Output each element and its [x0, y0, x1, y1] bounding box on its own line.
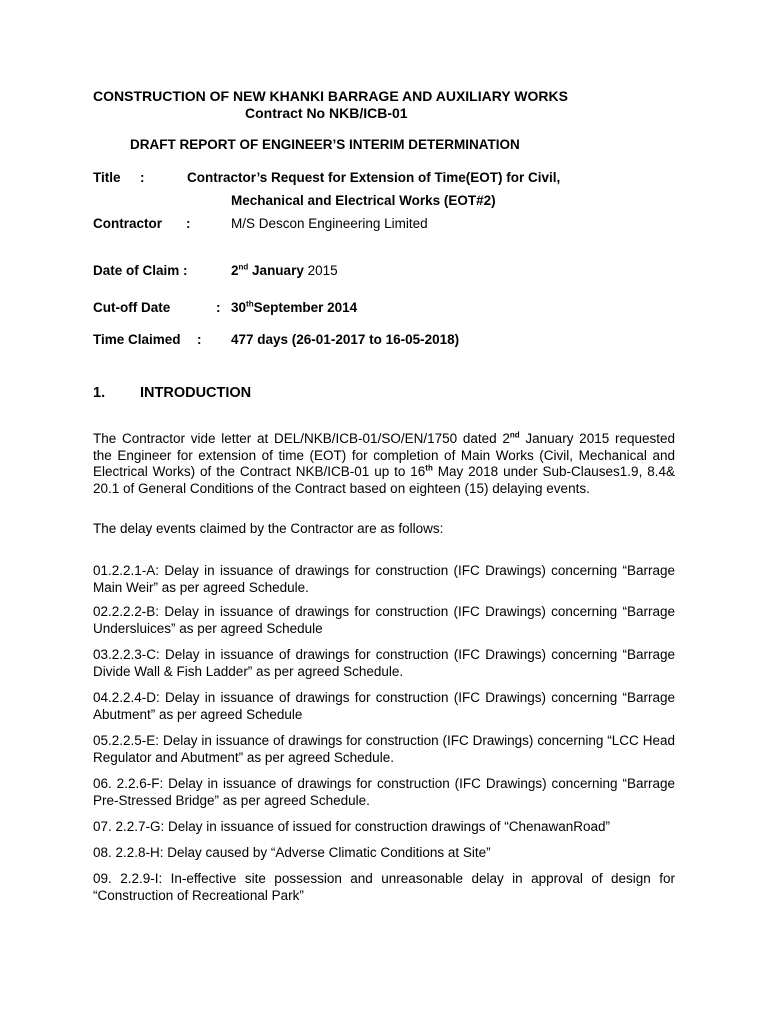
date-of-claim-value	[231, 263, 338, 279]
section-number: 1.	[93, 385, 106, 401]
report-title: DRAFT REPORT OF ENGINEER’S INTERIM DETERMINATION	[130, 137, 520, 152]
intro-sup-2: th	[425, 463, 433, 473]
cutoff-value	[231, 300, 357, 316]
list-item: 08. 2.2.8-H: Delay caused by “Adverse Climatic Conditions at Site”	[93, 845, 491, 860]
time-claimed-label: Time Claimed	[93, 332, 181, 347]
intro-text-c: May 2018 under Sub-Clauses1.9, 8.4& 20.1 of General Conditions of the Contract based on eighteen (15) delaying events.	[93, 464, 675, 496]
cutoff-label: Cut-off Date	[93, 300, 171, 315]
date-of-claim-month: January	[248, 263, 304, 278]
date-of-claim-year: 2015	[303, 263, 338, 278]
date-of-claim-day: 2	[231, 263, 239, 278]
cutoff-suffix: th	[246, 299, 254, 309]
events-intro: The delay events claimed by the Contractor are as follows:	[93, 521, 444, 536]
cutoff-colon: :	[216, 300, 221, 315]
list-item: 02.2.2.2-B: Delay in issuance of drawings for construction (IFC Drawings) concerning “Barrage Undersluices” as per agreed Schedule	[93, 604, 675, 636]
list-item: 09. 2.2.9-I: In-effective site possession and unreasonable delay in approval of design for “Construction of Recreational Park”	[93, 871, 675, 903]
section-heading: INTRODUCTION	[140, 385, 252, 401]
contractor-value: M/S Descon Engineering Limited	[231, 216, 428, 231]
list-item: 07. 2.2.7-G: Delay in issuance of issued for construction drawings of “ChenawanRoad”	[93, 819, 611, 834]
cutoff-day: 30	[231, 300, 247, 315]
title-colon: :	[140, 170, 145, 185]
time-claimed-value: 477 days (26-01-2017 to 16-05-2018)	[231, 332, 460, 347]
title-label: Title	[93, 170, 121, 185]
document-title: CONSTRUCTION OF NEW KHANKI BARRAGE AND AUXILIARY WORKS	[93, 88, 568, 104]
date-of-claim-label: Date of Claim :	[93, 263, 188, 278]
contractor-colon: :	[186, 216, 191, 231]
list-item: 04.2.2.4-D: Delay in issuance of drawings for construction (IFC Drawings) concerning “Barrage Abutment” as per agreed Schedule	[93, 690, 675, 722]
title-value-line1: Contractor’s Request for Extension of Time(EOT) for Civil,	[187, 170, 561, 185]
contract-number: Contract No NKB/ICB-01	[245, 105, 408, 121]
list-item: 06. 2.2.6-F: Delay in issuance of drawings for construction (IFC Drawings) concerning “Barrage Pre-Stressed Bridge” as per agreed Schedule.	[93, 776, 675, 808]
intro-paragraph	[93, 431, 675, 497]
title-value-line2: Mechanical and Electrical Works (EOT#2)	[231, 193, 496, 208]
date-of-claim-suffix: nd	[238, 262, 249, 272]
intro-sup-1: nd	[509, 430, 520, 440]
intro-text-a: The Contractor vide letter at DEL/NKB/ICB-01/SO/EN/1750 dated 2	[93, 431, 510, 446]
contractor-label: Contractor	[93, 216, 163, 231]
time-claimed-colon: :	[197, 332, 202, 347]
intro-text-b: January 2015 requested the Engineer for extension of time (EOT) for completion of Main Works (Civil, Mechanical and Electrical Works) of the Contract NKB/ICB-01 up to 16	[93, 431, 676, 479]
cutoff-rest: September 2014	[253, 300, 358, 315]
list-item: 05.2.2.5-E: Delay in issuance of drawings for construction (IFC Drawings) concerning “LCC Head Regulator and Abutment” as per agreed Schedule.	[93, 733, 675, 765]
list-item: 03.2.2.3-C: Delay in issuance of drawings for construction (IFC Drawings) concerning “Barrage Divide Wall & Fish Ladder” as per agreed Schedule.	[93, 647, 675, 679]
list-item: 01.2.2.1-A: Delay in issuance of drawings for construction (IFC Drawings) concerning “Barrage Main Weir” as per agreed Schedule.	[93, 563, 675, 595]
